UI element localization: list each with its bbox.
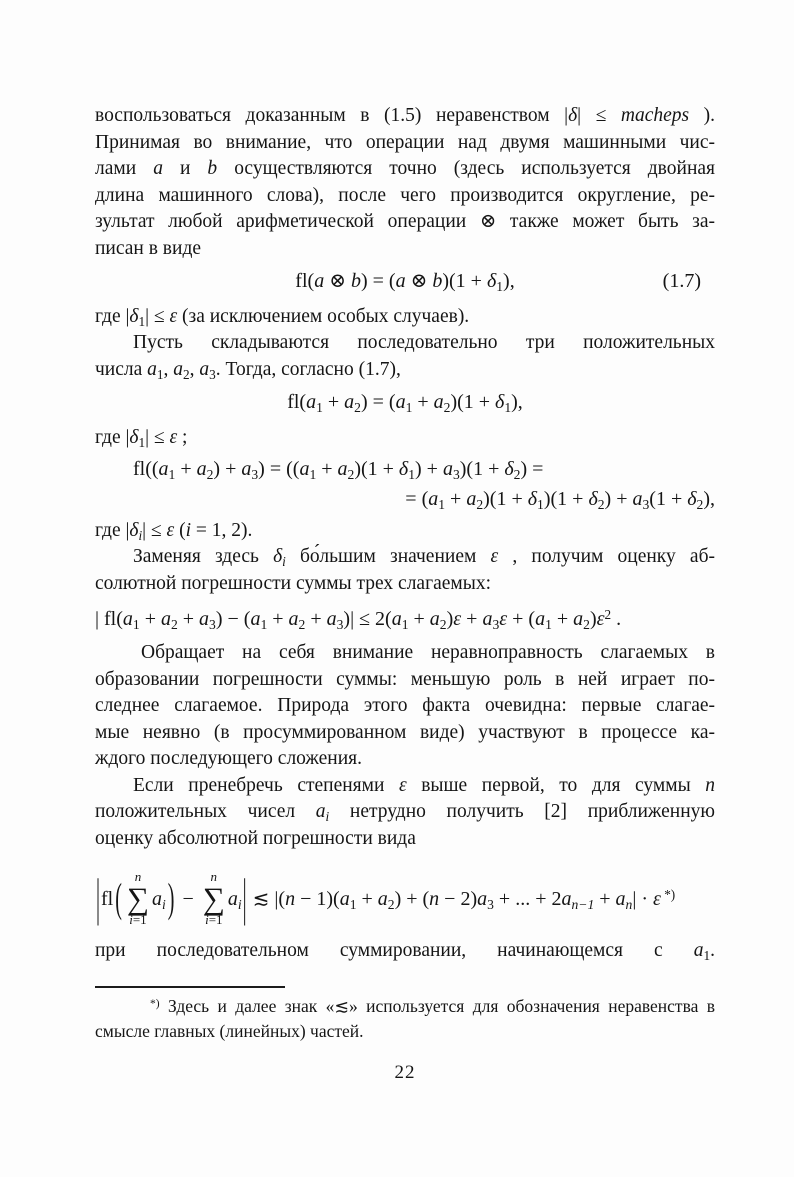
equation-abs-error-three-terms: | $fl(a_1 + a_2 + a_3) - (a_1 + a_2 + a_3)| \le 2(a_1 + a_2)\varepsilon + a_3\varepsilon + (a_1 + a_2)\varepsilon^2$ . bbox=[95, 607, 622, 633]
minus-operator: − bbox=[182, 888, 194, 910]
equation-sum-rhs: ≲ $|(n - 1)(a_1 + a_2) + (n - 2)a_3$ + ... + $2a_{n-1} + a_n| \cdot \varepsilon$ *) bbox=[252, 887, 676, 913]
equation-fl-a1-a2 bbox=[95, 387, 715, 417]
text-line: числа $a_1$, $a_2$, $a_3$. Тогда, согласно (1.7), bbox=[95, 358, 401, 382]
text-line: Принимая во внимание, что операции над двумя машинными чис- bbox=[95, 131, 715, 153]
sigma-icon-2: ∑ bbox=[202, 881, 225, 917]
text-line: ждого последующего сложения. bbox=[95, 748, 363, 769]
text-line: положительных чисел $a_i$ нетрудно получить [2] приближенную bbox=[95, 801, 715, 824]
text-line: солютной погрешности суммы трех слагаемых: bbox=[95, 572, 492, 594]
footnote bbox=[95, 994, 715, 1045]
fl-operator: fl bbox=[101, 888, 114, 910]
paragraph-sequential-summation bbox=[95, 938, 715, 965]
sum-block-2 bbox=[203, 870, 225, 928]
sum-lower-limit-2: i=1 bbox=[205, 911, 223, 927]
text-line: смысле главных (линейных) частей. bbox=[95, 1021, 364, 1041]
equation-fl-a1-a2-body: $fl(a_1 + a_2) = (a_1 + a_2)(1 + \delta_1)$, bbox=[287, 391, 523, 416]
sum-upper-limit: n bbox=[134, 869, 142, 885]
text-line: зультат любой арифметической операции ⊗ также может быть за- bbox=[95, 211, 715, 232]
paragraph-three-numbers bbox=[95, 330, 715, 383]
sum-block-1 bbox=[127, 870, 149, 928]
sum-upper-limit-2: n bbox=[210, 869, 218, 885]
equation-1-7-body: fl(a ⊗ b) = (a ⊗ $b)(1 + \delta_1)$, bbox=[295, 270, 515, 295]
text-line: оценку абсолютной погрешности вида bbox=[95, 827, 416, 849]
equation-fl-three-terms-line1: $fl((a_1 + a_2) + a_3) = ((a_1 + a_2)(1 + \delta_1) + a_3)(1 + \delta_2)$ = bbox=[133, 458, 544, 483]
paragraph-continuation bbox=[95, 103, 715, 262]
footnote-rule bbox=[95, 986, 285, 988]
text-line: Пусть складываются последовательно три положительных bbox=[133, 332, 715, 353]
text-line: *) Здесь и далее знак «≲» используется для обозначения неравенства в bbox=[150, 995, 715, 1016]
text-line: мые неявно (в просуммированном виде) участвуют в процессе ка- bbox=[95, 721, 715, 743]
text-line: воспользоваться доказанным в (1.5) неравенством |δ| ≤ macheps ). bbox=[95, 105, 716, 126]
abs-bar-left-icon: | bbox=[96, 870, 101, 928]
text-line: следнее слагаемое. Природа этого факта очевидна: первые слагае- bbox=[95, 695, 715, 716]
text-line: Обращает на себя внимание неравноправность слагаемых в bbox=[141, 642, 715, 663]
text-line: при последовательном суммировании, начинающемся с $a_1$. bbox=[95, 940, 715, 963]
text-line: лами a и b осуществляются точно (здесь используется двойная bbox=[95, 158, 715, 179]
paragraph-unequal-terms bbox=[95, 640, 715, 773]
text-line: писан в виде bbox=[95, 237, 202, 259]
condition-delta1-eps: где $|\delta_1| \le \varepsilon$ (за исключением особых случаев). bbox=[95, 306, 470, 329]
sum-term-1: $a_i$ bbox=[152, 888, 166, 913]
condition-delta1-eps-2: где $|\delta_1| \le \varepsilon$ ; bbox=[95, 427, 188, 450]
equation-sum-estimate bbox=[95, 862, 715, 936]
sigma-icon: ∑ bbox=[126, 881, 150, 917]
paragraph-replace-delta bbox=[95, 544, 715, 597]
sum-term-2: $a_i$ bbox=[227, 888, 242, 913]
equation-fl-three-terms-line2: = $(a_1 + a_2)(1 + \delta_1)(1 + \delta_2) + a_3(1 + \delta_2)$, bbox=[405, 488, 715, 513]
text-line: Если пренебречь степенями ε выше первой, то для суммы n bbox=[133, 774, 716, 796]
paragraph-neglect-powers bbox=[95, 773, 715, 853]
text-line: длина машинного слова), после чего производится округление, ре- bbox=[95, 184, 715, 206]
equation-1-7 bbox=[95, 266, 715, 296]
equation-number: (1.7) bbox=[662, 270, 701, 292]
sum-lower-limit: i=1 bbox=[129, 911, 147, 927]
big-right-paren-icon: ) bbox=[167, 876, 175, 922]
condition-delta-i-eps: где $|\delta_i| \le \varepsilon$ (i = 1, 2). bbox=[95, 520, 253, 543]
page-number: 22 bbox=[394, 1061, 416, 1083]
abs-bar-right-icon: | bbox=[242, 870, 247, 928]
big-left-paren-icon: ( bbox=[115, 876, 122, 922]
text-line: Заменяя здесь $\delta_i$ бо́льшим значением ε , получим оценку аб- bbox=[133, 546, 715, 569]
text-line: образовании погрешности суммы: меньшую роль в ней играет по- bbox=[95, 668, 715, 690]
